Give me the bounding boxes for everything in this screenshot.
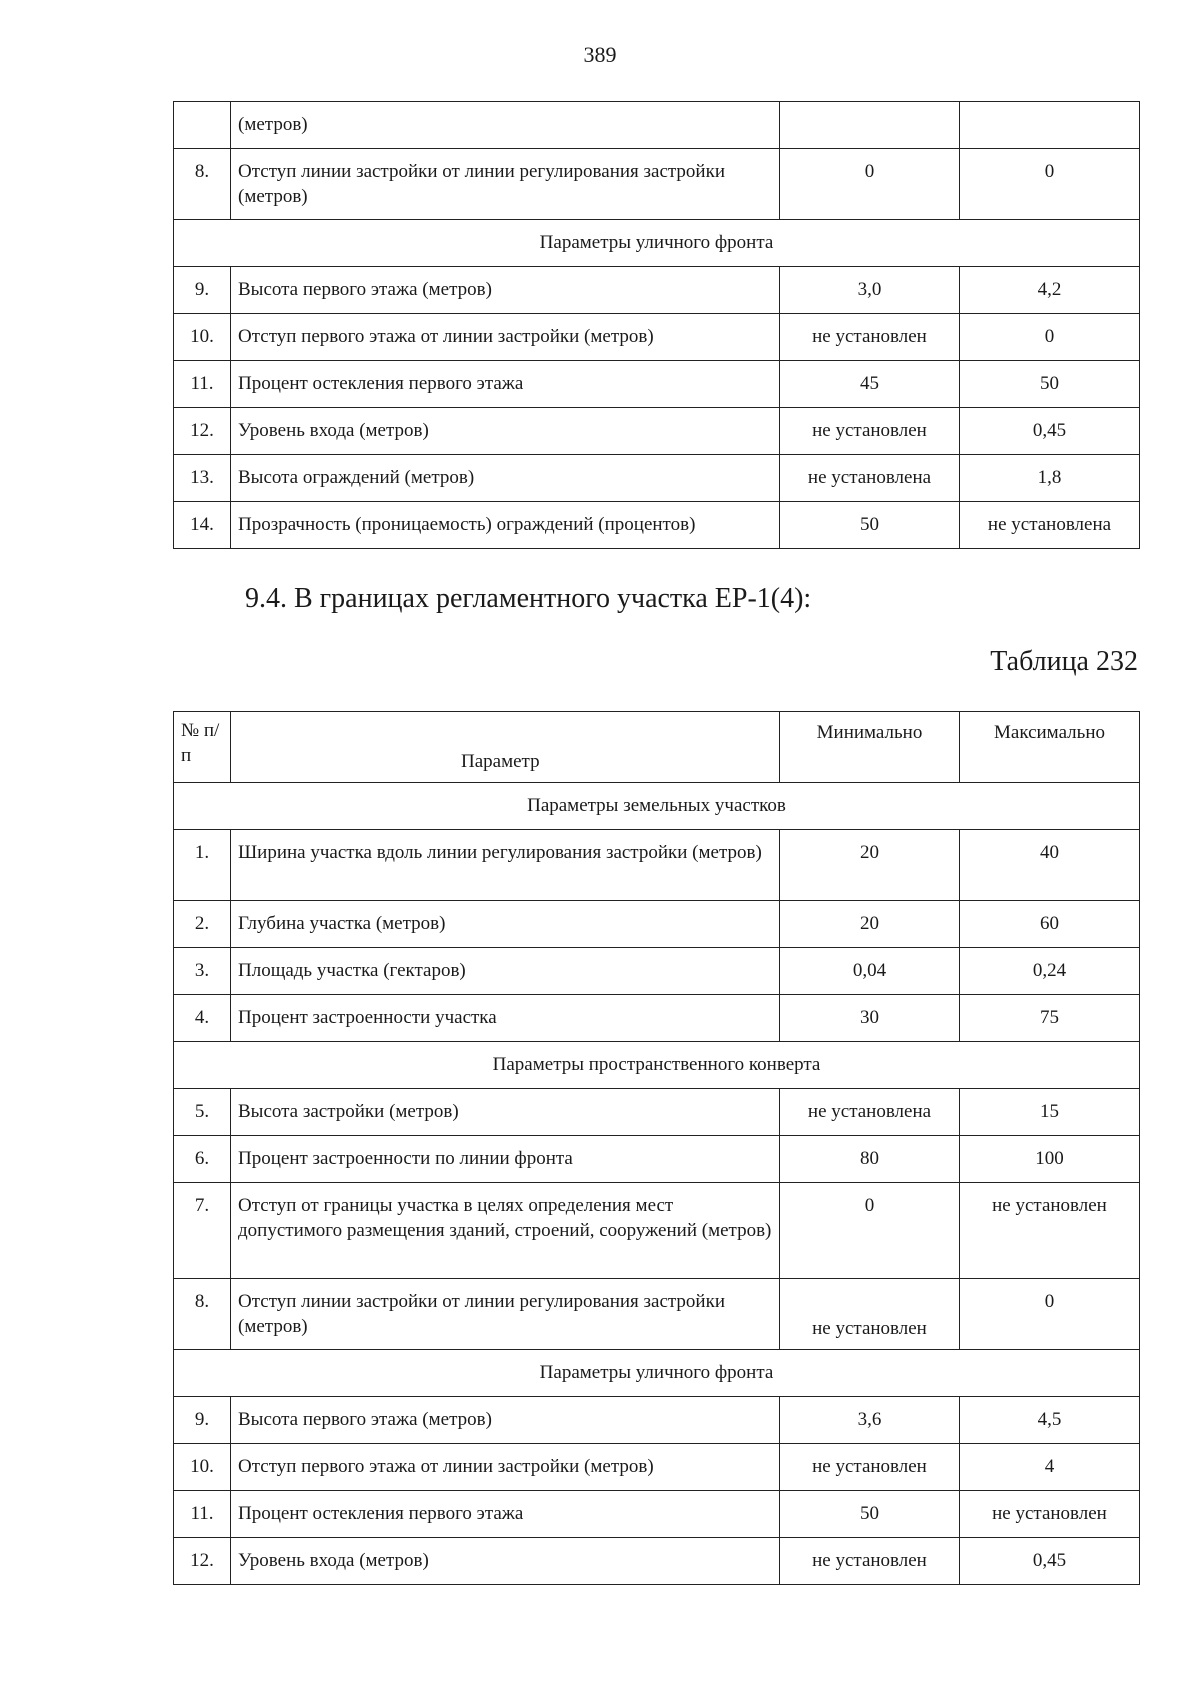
row-min-value: не установлена (780, 455, 960, 502)
row-min-value: не установлен (780, 1279, 960, 1350)
row-number: 11. (174, 361, 231, 408)
row-parameter: Высота первого этажа (метров) (231, 1397, 780, 1444)
page-number: 389 (583, 42, 617, 67)
table-row (174, 455, 1140, 502)
row-max-value: 1,8 (960, 455, 1140, 502)
row-max-value: не установлен (960, 1491, 1140, 1538)
row-number: 5. (174, 1089, 231, 1136)
row-min-value: 20 (780, 901, 960, 948)
table-row (174, 995, 1140, 1042)
row-max-value: 60 (960, 901, 1140, 948)
row-max-value: 40 (960, 830, 1140, 901)
row-max-value: 4,2 (960, 267, 1140, 314)
row-parameter: (метров) (231, 102, 780, 149)
row-number: 8. (174, 1279, 231, 1350)
row-number: 1. (174, 830, 231, 901)
row-max-value: 50 (960, 361, 1140, 408)
row-min-value: 0 (780, 149, 960, 220)
section-label: Параметры уличного фронта (174, 1350, 1140, 1397)
table-row (174, 1279, 1140, 1350)
row-parameter: Процент застроенности участка (231, 995, 780, 1042)
row-number: 9. (174, 1397, 231, 1444)
table-row (174, 1538, 1140, 1585)
continued-parameters-table (173, 101, 1140, 549)
row-max-value: 0,45 (960, 1538, 1140, 1585)
section-row (174, 1350, 1140, 1397)
row-min-value: 50 (780, 1491, 960, 1538)
section-label: Параметры уличного фронта (174, 220, 1140, 267)
row-min-value: не установлен (780, 1538, 960, 1585)
row-number: 11. (174, 1491, 231, 1538)
row-parameter: Глубина участка (метров) (231, 901, 780, 948)
row-parameter: Отступ линии застройки от линии регулирования застройки (метров) (231, 1279, 780, 1350)
row-number: 10. (174, 1444, 231, 1491)
row-max-value: 0 (960, 314, 1140, 361)
row-parameter: Отступ первого этажа от линии застройки (метров) (231, 1444, 780, 1491)
row-min-value: 50 (780, 502, 960, 549)
table-row (174, 149, 1140, 220)
table-row (174, 267, 1140, 314)
row-max-value: 0 (960, 1279, 1140, 1350)
row-max-value: 0 (960, 149, 1140, 220)
row-parameter: Уровень входа (метров) (231, 1538, 780, 1585)
row-parameter: Высота ограждений (метров) (231, 455, 780, 502)
table-row (174, 1491, 1140, 1538)
row-parameter: Отступ первого этажа от линии застройки (метров) (231, 314, 780, 361)
header-max: Максимально (960, 712, 1140, 783)
table-row (174, 1444, 1140, 1491)
table-row (174, 314, 1140, 361)
row-parameter: Процент остекления первого этажа (231, 1491, 780, 1538)
row-parameter: Процент застроенности по линии фронта (231, 1136, 780, 1183)
section-row (174, 783, 1140, 830)
header-num: № п/п (174, 712, 231, 783)
header-min: Минимально (780, 712, 960, 783)
section-row (174, 220, 1140, 267)
row-parameter: Процент остекления первого этажа (231, 361, 780, 408)
table-row (174, 361, 1140, 408)
row-min-value: не установлен (780, 314, 960, 361)
row-min-value: 3,6 (780, 1397, 960, 1444)
section-row (174, 1042, 1140, 1089)
table-row (174, 502, 1140, 549)
parameters-table (173, 711, 1140, 1585)
row-min-value (780, 102, 960, 149)
row-max-value: 100 (960, 1136, 1140, 1183)
row-parameter: Ширина участка вдоль линии регулирования застройки (метров) (231, 830, 780, 901)
row-parameter: Уровень входа (метров) (231, 408, 780, 455)
row-min-value: не установлен (780, 1444, 960, 1491)
row-min-value: 20 (780, 830, 960, 901)
row-number: 12. (174, 1538, 231, 1585)
row-max-value: 15 (960, 1089, 1140, 1136)
row-max-value: 75 (960, 995, 1140, 1042)
row-number: 12. (174, 408, 231, 455)
row-parameter: Высота застройки (метров) (231, 1089, 780, 1136)
row-number: 2. (174, 901, 231, 948)
row-min-value: 80 (780, 1136, 960, 1183)
table-row (174, 102, 1140, 149)
row-max-value: не установлена (960, 502, 1140, 549)
row-min-value: 45 (780, 361, 960, 408)
row-parameter: Отступ от границы участка в целях определения мест допустимого размещения зданий, строений, сооружений (метров) (231, 1183, 780, 1279)
row-parameter: Прозрачность (проницаемость) ограждений (процентов) (231, 502, 780, 549)
header-param: Параметр (231, 712, 780, 783)
row-min-value: не установлен (780, 408, 960, 455)
row-number: 10. (174, 314, 231, 361)
row-min-value: 3,0 (780, 267, 960, 314)
row-max-value: 0,24 (960, 948, 1140, 995)
row-number: 4. (174, 995, 231, 1042)
row-number: 9. (174, 267, 231, 314)
row-min-value: 0,04 (780, 948, 960, 995)
section-label: Параметры пространственного конверта (174, 1042, 1140, 1089)
row-max-value: 4 (960, 1444, 1140, 1491)
table-row (174, 1183, 1140, 1279)
table-row (174, 1089, 1140, 1136)
row-number: 14. (174, 502, 231, 549)
table-row (174, 408, 1140, 455)
table-row (174, 830, 1140, 901)
row-number: 7. (174, 1183, 231, 1279)
section-heading: 9.4. В границах регламентного участка ЕР-1(4): (245, 583, 812, 614)
table-header-row (174, 712, 1140, 783)
table-caption: Таблица 232 (990, 646, 1138, 677)
row-max-value: не установлен (960, 1183, 1140, 1279)
row-min-value: не установлена (780, 1089, 960, 1136)
row-parameter: Отступ линии застройки от линии регулирования застройки (метров) (231, 149, 780, 220)
row-max-value: 4,5 (960, 1397, 1140, 1444)
table-row (174, 901, 1140, 948)
row-min-value: 30 (780, 995, 960, 1042)
row-parameter: Высота первого этажа (метров) (231, 267, 780, 314)
row-number: 3. (174, 948, 231, 995)
table-row (174, 948, 1140, 995)
table-row (174, 1136, 1140, 1183)
row-max-value: 0,45 (960, 408, 1140, 455)
row-parameter: Площадь участка (гектаров) (231, 948, 780, 995)
table-row (174, 1397, 1140, 1444)
row-number: 6. (174, 1136, 231, 1183)
row-number: 8. (174, 149, 231, 220)
row-number (174, 102, 231, 149)
section-label: Параметры земельных участков (174, 783, 1140, 830)
row-max-value (960, 102, 1140, 149)
row-number: 13. (174, 455, 231, 502)
row-min-value: 0 (780, 1183, 960, 1279)
